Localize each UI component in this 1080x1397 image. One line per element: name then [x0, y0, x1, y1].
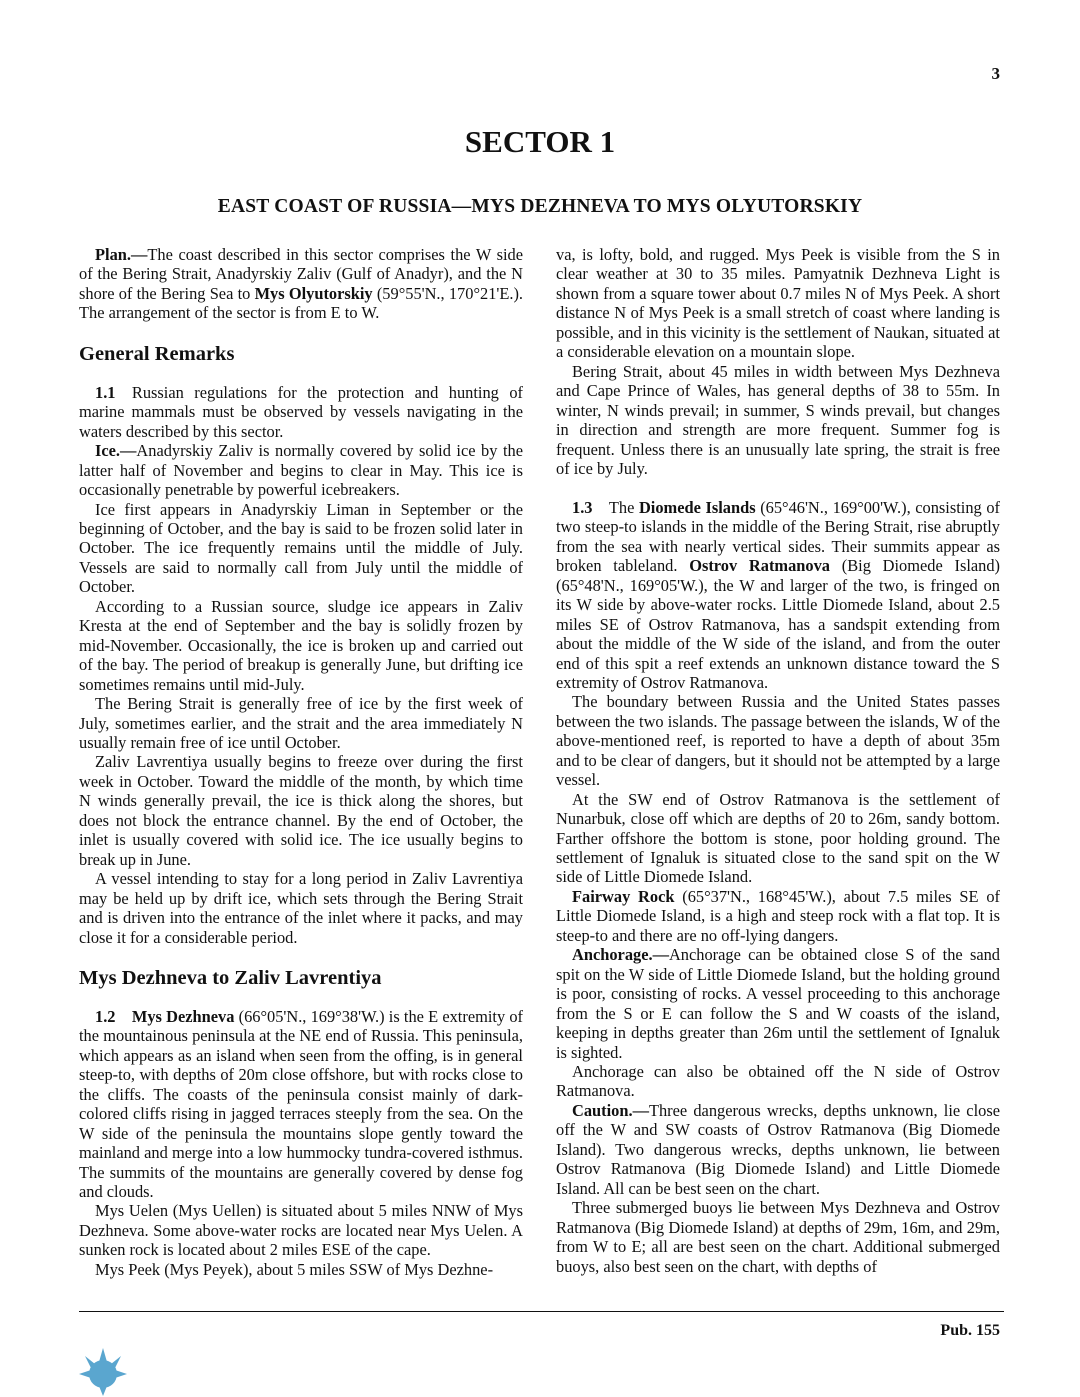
right-column — [556, 245, 1000, 1276]
paragraph-text: The — [592, 497, 639, 517]
paragraph — [79, 500, 523, 597]
publication-label: Pub. 155 — [940, 1322, 1000, 1339]
paragraph-text: (65°37'N., 168°45'W.), about 7.5 miles SE of Little Diomede Island, is a high and steep rock with a flat top. It is steep-to and there are no off-lying dangers. — [556, 886, 1000, 945]
paragraph-text: Ice first appears in Anadyrskiy Liman in September or the beginning of October, and the bay is said to be frozen solid later in October. The ice frequently remains until the middle of July. Vessels are said to normally call from July until the middle of October. — [79, 499, 523, 597]
paragraph — [79, 1007, 523, 1202]
paragraph-text: The Bering Strait is generally free of ice by the first week of July, sometimes earlier, and the strait and the area immediately N usually remain free of ice until October. — [79, 694, 523, 752]
paragraph — [79, 441, 523, 499]
bold-term: Plan.— — [95, 245, 148, 264]
bold-term: Ice.— — [95, 441, 137, 461]
paragraph-text: The coast described in this sector comprises the W side of the Bering Strait, Anadyrskiy Zaliv (Gulf of Anadyr), and the N shore of the Bering Sea to — [79, 245, 523, 303]
paragraph-text: Bering Strait, about 45 miles in width between Mys Dezhneva and Cape Prince of Wales, has general depths of 38 to 55m. In winter, N winds prevail; in summer, S winds prevail, but changes in direction and strength are more frequent. Summer fog is frequent. Unless there is an unusually late spring, the strait is free of ice by July. — [556, 361, 1000, 478]
paragraph-text: Russian regulations for the protection and hunting of marine mammals must be observed by vessels navigating in the waters described by this sector. — [79, 382, 523, 441]
page-number: 3 — [991, 64, 1000, 83]
paragraph-text: Anchorage can also be obtained off the N side of Ostrov Ratmanova. — [556, 1062, 1000, 1101]
paragraph-text: Three submerged buoys lie between Mys Dezhneva and Ostrov Ratmanova (Big Diomede Island) at depths of 29m, 16m, and 29m, from W to E; all are best seen on the chart. Additional submerged buoys, also best seen on the chart, with depths of — [556, 1198, 1000, 1276]
paragraph-text: (59°55'N., 170°21'E.). The arrangement of the sector is from E to W. — [79, 283, 524, 323]
paragraph-text — [116, 1007, 132, 1026]
paragraph — [556, 245, 1000, 362]
paragraph-text: Zaliv Lavrentiya usually begins to freeze over during the first week in October. Toward the middle of the month, by which time N winds generally prevail, the ice is thick along the shores, but does not block the entrance channel. By the end of October, the inlet is usually covered with solid ice. The ice usually begins to break up in June. — [79, 752, 523, 869]
bold-term: Mys Olyutorskiy — [254, 283, 373, 303]
paragraph — [79, 694, 523, 752]
bold-term: Caution.— — [572, 1100, 649, 1120]
paragraph-text: Mys Uelen (Mys Uellen) is situated about 5 miles NNW of Mys Dezhneva. Some above-water rocks are located near Mys Uelen. A sunken rock is located about 2 miles ESE of the cape. — [79, 1201, 523, 1260]
paragraph — [556, 362, 1000, 479]
bold-term: Fairway Rock — [572, 886, 675, 906]
sector-title: SECTOR 1 — [464, 124, 616, 159]
paragraph — [556, 498, 1000, 693]
paragraph — [79, 245, 523, 323]
paragraph-text: According to a Russian source, sludge ice appears in Zaliv Kresta at the end of September and the bay is solidly frozen by mid-November. Occasionally, the ice is broken up and carried out of the bay. The period of breakup is generally June, but drifting ice sometimes remains until mid-July. — [79, 596, 523, 694]
paragraph — [556, 1062, 1000, 1101]
paragraph — [79, 597, 523, 694]
paragraph — [556, 1101, 1000, 1198]
paragraph — [79, 869, 523, 947]
paragraph-text: Mys Peek (Mys Peyek), about 5 miles SSW of Mys Dezhne- — [95, 1259, 494, 1279]
bold-term: Ostrov Ratmanova — [689, 556, 830, 576]
watermark-logo — [79, 1348, 639, 1396]
paragraph — [556, 945, 1000, 1062]
paragraph-text: Three dangerous wrecks, depths unknown, lie close off the W and SW coasts of Ostrov Ratmanova (Big Diomede Island). Two dangerous wrecks, depths unknown, lie between Ostrov Ratmanova (Big Diomede Island) and Little Diomede Island. All can be best seen on the chart. — [556, 1100, 1000, 1198]
paragraph-text: At the SW end of Ostrov Ratmanova is the settlement of Nunarbuk, close off which are depths of 20 to 26m, sandy bottom. Farther offshore the bottom is stone, poor holding ground. The settlement of Ignaluk is situated close to the sand spit on the W side of Little Diomede Island. — [556, 789, 1000, 887]
paragraph-text: Anadyrskiy Zaliv is normally covered by solid ice by the latter half of November and begins to clear in May. This ice is occasionally penetrable by powerful icebreakers. — [79, 441, 523, 500]
section-heading: General Remarks — [79, 342, 235, 365]
paragraph-text: Anchorage can be obtained close S of the sand spit on the W side of Little Diomede Island, but the holding ground is poor, consisting of rocks. A vessel proceeding to this anchorage from the S or E can follow the S and W coasts of the island, keeping in depths greater than 26m until the settlement of Ignaluk is sighted. — [556, 945, 1000, 1062]
bold-term: Diomede Islands — [638, 497, 756, 517]
footer-rule — [79, 1311, 1004, 1312]
left-column — [79, 245, 523, 1279]
paragraph-text: A vessel intending to stay for a long period in Zaliv Lavrentiya may be held up by drift ice, which sets through the Bering Strait and is driven into the entrance of the inlet where it packs, and may close it for a considerable period. — [79, 869, 523, 947]
paragraph-text: va, is lofty, bold, and rugged. Mys Peek is visible from the S in clear weather at 30 to 35 miles. Pamyatnik Dezhneva Light is shown from a square tower about 0.7 miles N of Mys Peek. A short distance N of Mys Peek is a small stretch of coast where landing is possible, and in this vicinity is the settlement of Naukan, situated at a considerable elevation on a mountain slope. — [556, 245, 1000, 362]
paragraph — [79, 383, 523, 441]
bold-term: Anchorage.— — [572, 945, 669, 965]
bold-term: 1.2 — [95, 1006, 116, 1026]
paragraph — [556, 692, 1000, 789]
bold-term: 1.1 — [95, 382, 116, 402]
sector-subtitle: EAST COAST OF RUSSIA—MYS DEZHNEVA TO MYS OLYUTORSKIY — [217, 196, 863, 217]
paragraph — [79, 1201, 523, 1259]
bold-term: Mys Dezhneva — [131, 1006, 235, 1026]
paragraph — [556, 887, 1000, 945]
paragraph-text: (66°05'N., 169°38'W.) is the E extremity of the mountainous peninsula at the NE end of Russia. This peninsula, which appears as an island when seen from the offing, is in general steep-to, with depths of 20m close offshore, but with rocks close to the cliffs. The coasts of the peninsula consist mainly of dark-colored cliffs rising in jagged terraces steeply from the sea. On the W side of the peninsula the mountains slope gently toward the mainland and merge into a low hummocky tundra-covered isthmus. The summits of the mountains are generally covered by dense fog and clouds. — [79, 1006, 523, 1202]
paragraph-text: (65°46'N., 169°00'W.), consisting of two steep-to islands in the middle of the Bering Strait, rise abruptly from the sea with nearly vertical sides. Their summits appear as broken tableland. — [556, 497, 1000, 576]
paragraph — [556, 1198, 1000, 1276]
paragraph — [79, 1260, 523, 1279]
sun-icon — [79, 1348, 127, 1396]
paragraph-text: (Big Diomede Island) (65°48'N., 169°05'W.), the W and larger of the two, is fringed on its W side by above-water rocks. Little Diomede Island, about 2.5 miles SE of Ostrov Ratmanova, has a sandspit extending from about the middle of the W side of the island, and from the outer end of this spit a reef extends an unknown distance toward the S extremity of Ostrov Ratmanova. — [556, 556, 1001, 692]
section-heading: Mys Dezhneva to Zaliv Lavrentiya — [79, 966, 382, 989]
paragraph-text: The boundary between Russia and the United States passes between the two islands. The passage between the islands, W of the above-mentioned reef, is reported to have a depth of about 35m and to be clear of dangers, but it should not be attempted by a large vessel. — [556, 692, 1000, 790]
paragraph — [556, 790, 1000, 887]
paragraph — [79, 752, 523, 869]
bold-term: 1.3 — [572, 497, 593, 517]
